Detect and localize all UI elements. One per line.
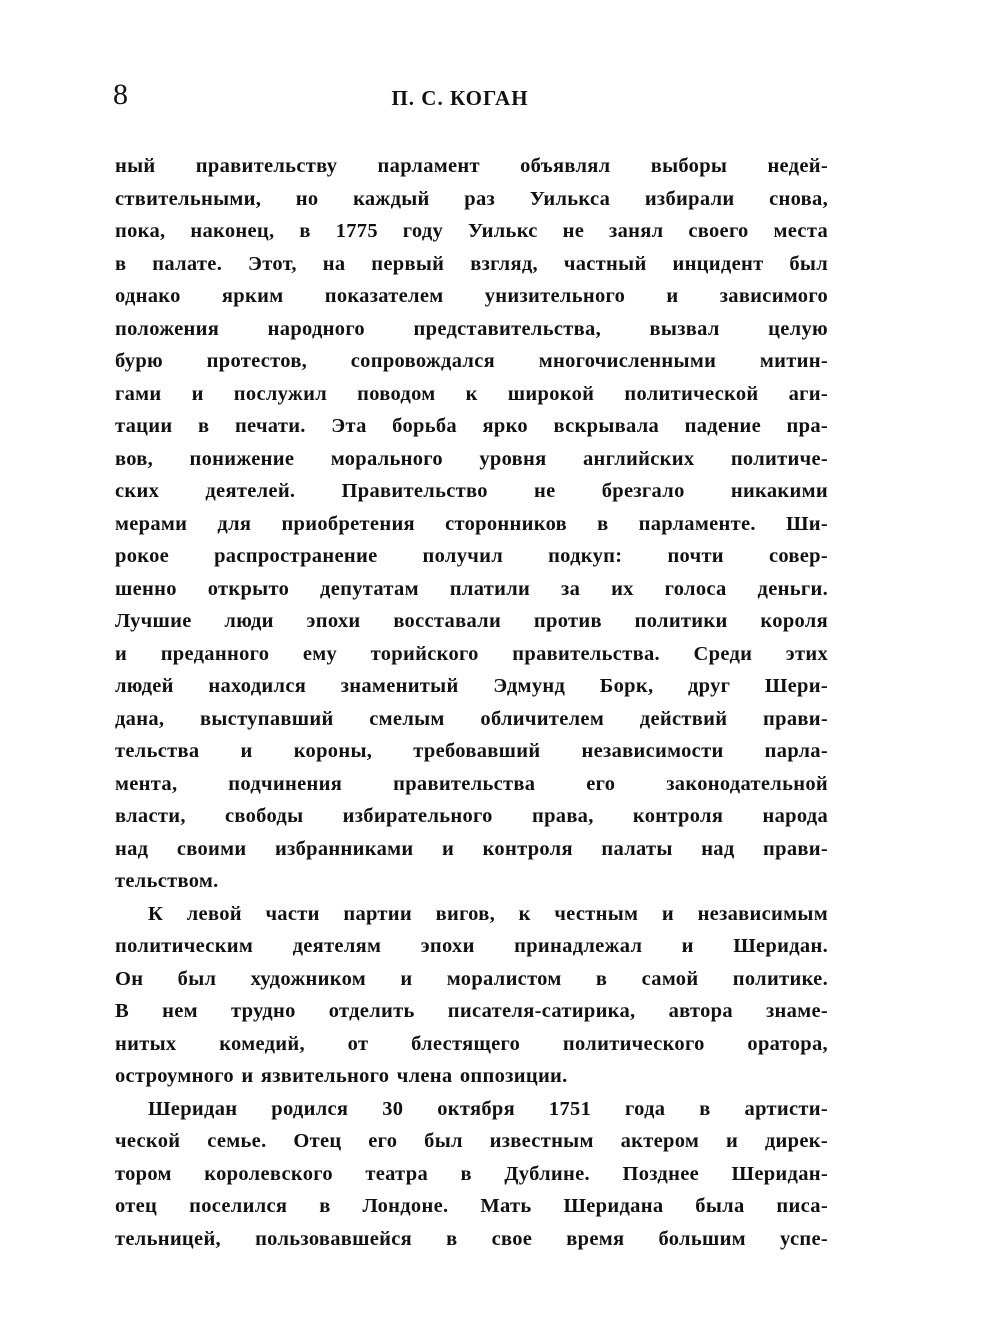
text-line: пока, наконец, в 1775 году Уилькс не занял своего места bbox=[115, 220, 828, 242]
text-line: политическим деятелям эпохи принадлежал и Шеридан. bbox=[115, 935, 828, 957]
text-line: гами и послужил поводом к широкой политической аги- bbox=[115, 382, 828, 405]
paragraph bbox=[115, 150, 828, 898]
text-line: ских деятелей. Правительство не брезгало никакими bbox=[115, 480, 828, 502]
text-line: бурю протестов, сопровождался многочисленными митин- bbox=[115, 350, 828, 372]
running-title: П. С. КОГАН bbox=[391, 86, 529, 110]
text-line: людей находился знаменитый Эдмунд Борк, друг Шери- bbox=[115, 675, 828, 697]
text-line: нитых комедий, от блестящего политического оратора, bbox=[115, 1032, 828, 1055]
text-line: и преданного ему торийского правительства. Среди этих bbox=[115, 642, 828, 665]
text-line: ческой семье. Отец его был известным актером и дирек- bbox=[115, 1130, 828, 1152]
text-line: В нем трудно отделить писателя-сатирика, автора знаме- bbox=[115, 1000, 828, 1022]
text-line: тельства и короны, требовавший независимости парла- bbox=[115, 740, 828, 762]
text-line: Шеридан родился 30 октября 1751 года в артисти- bbox=[148, 1097, 828, 1120]
text-line: тором королевского театра в Дублине. Позднее Шеридан- bbox=[115, 1162, 828, 1185]
text-line: мерами для приобретения сторонников в парламенте. Ши- bbox=[115, 512, 828, 535]
text-line: тельницей, пользовавшейся в свое время большим успе- bbox=[115, 1227, 828, 1250]
text-line: Лучшие люди эпохи восставали против политики короля bbox=[115, 610, 828, 632]
text-line: положения народного представительства, вызвал целую bbox=[115, 317, 828, 340]
text-line: ный правительству парламент объявлял выборы недей- bbox=[115, 155, 828, 177]
text-line: в палате. Этот, на первый взгляд, частный инцидент был bbox=[115, 252, 828, 275]
text-line: вов, понижение морального уровня английских политиче- bbox=[115, 447, 828, 470]
text-line: тации в печати. Эта борьба ярко вскрывала падение пра- bbox=[115, 415, 828, 437]
text-line: власти, свободы избирательного права, контроля народа bbox=[115, 805, 828, 827]
body-text bbox=[115, 150, 828, 1255]
text-line: ствительными, но каждый раз Уилькса избирали снова, bbox=[115, 187, 828, 210]
text-line: остроумного и язвительного члена оппозиции. bbox=[115, 1065, 568, 1087]
text-line: однако ярким показателем унизительного и зависимого bbox=[115, 285, 828, 307]
text-line: Он был художником и моралистом в самой политике. bbox=[115, 967, 828, 990]
text-line: над своими избранниками и контроля палаты над прави- bbox=[115, 837, 828, 860]
paragraph bbox=[115, 1093, 828, 1256]
text-line: мента, подчинения правительства его законодательной bbox=[115, 772, 828, 795]
text-line: К левой части партии вигов, к честным и независимым bbox=[148, 902, 828, 925]
paragraph bbox=[115, 898, 828, 1093]
text-line: отец поселился в Лондоне. Мать Шеридана была писа- bbox=[115, 1195, 828, 1217]
text-line: шенно открыто депутатам платили за их голоса деньги. bbox=[115, 577, 828, 600]
text-line: тельством. bbox=[115, 870, 219, 892]
page-number: 8 bbox=[113, 78, 128, 111]
text-line: рокое распространение получил подкуп: почти совер- bbox=[115, 545, 828, 567]
text-line: дана, выступавший смелым обличителем действий прави- bbox=[115, 707, 828, 730]
